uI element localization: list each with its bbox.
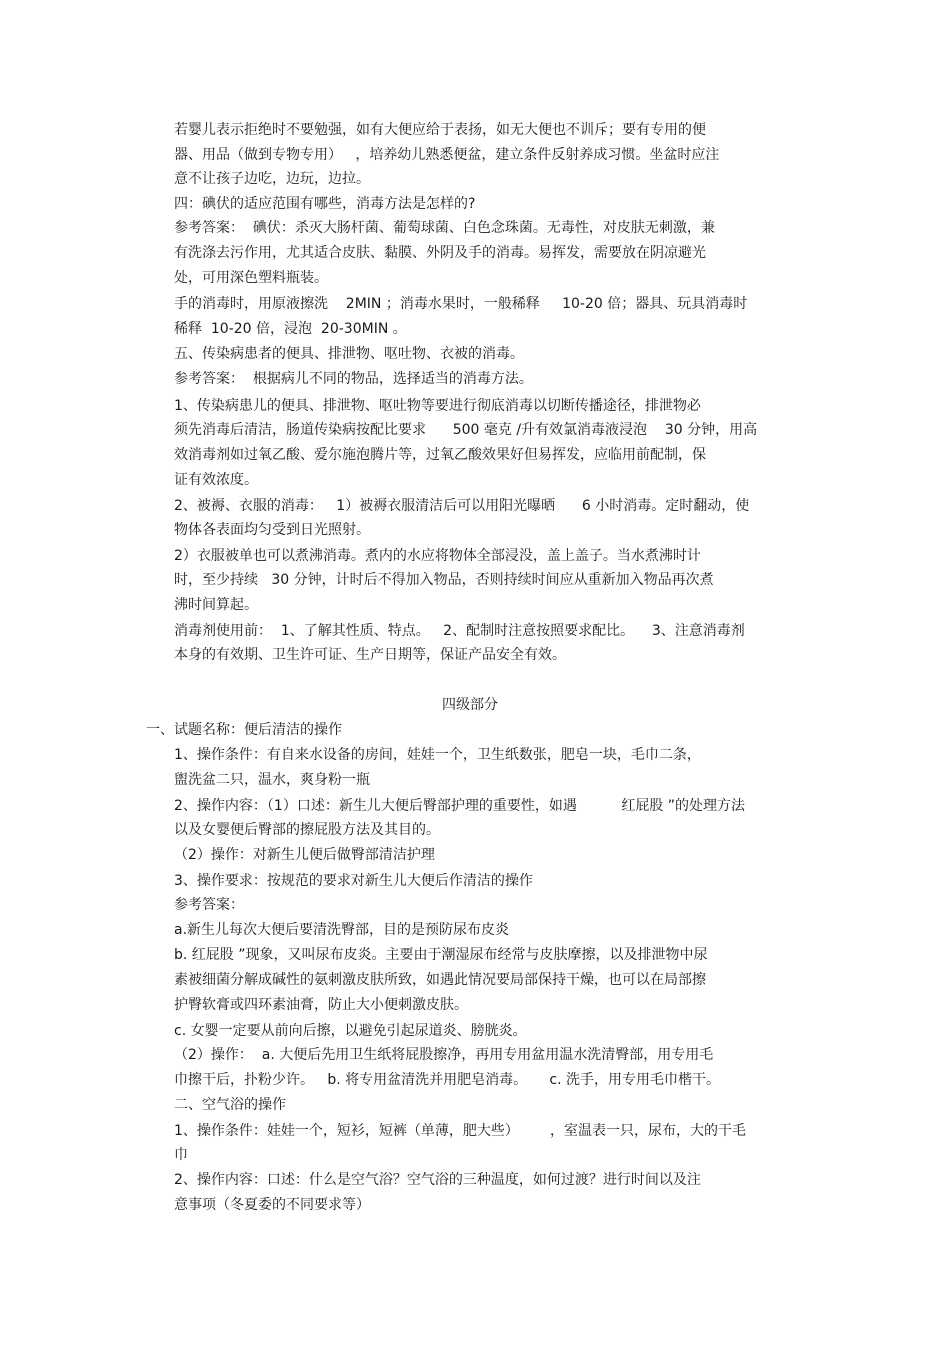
text-line: 1、操作条件：有自来水设备的房间，娃娃一个，卫生纸数张，肥皂一块，毛巾二条， [174, 747, 701, 763]
text-line: 时，至少持续 30 分钟，计时后不得加入物品，否则持续时间应从重新加入物品再次煮 [174, 572, 714, 588]
text-line: 巾擦干后，扑粉少许。 b. 将专用盆清洗并用肥皂消毒。 c. 洗手，用专用毛巾楷干。 [174, 1072, 720, 1088]
text-line: 1、传染病患儿的便具、排泄物、呕吐物等要进行彻底消毒以切断传播途径，排泄物必 [174, 398, 701, 414]
text-line: 器、用品（做到专物专用） ，培养幼儿熟悉便盆，建立条件反射养成习惯。坐盆时应注 [174, 147, 720, 163]
question-heading: 四：碘伏的适应范围有哪些，消毒方法是怎样的? [174, 196, 476, 212]
text-line: 意事项（冬夏委的不同要求等） [174, 1197, 370, 1213]
text-line: 2、操作内容：口述：什么是空气浴？空气浴的三种温度，如何过渡？进行时间以及注 [174, 1172, 701, 1188]
text-line: 2、被褥、衣服的消毒： 1）被褥衣服清洁后可以用阳光曝晒 6 小时消毒。定时翻动，使 [174, 498, 750, 514]
text-line: 证有效浓度。 [174, 472, 258, 488]
text-line: 沸时间算起。 [174, 597, 258, 613]
text-line: 2、操作内容：（1）口述：新生儿大便后臀部护理的重要性，如遇 红屁股 ”的处理方法 [174, 798, 746, 814]
text-line: 稀释 10-20 倍，浸泡 20-30MIN 。 [174, 321, 407, 337]
question-heading: 五、传染病患者的便具、排泄物、呕吐物、衣被的消毒。 [174, 346, 524, 362]
text-line: 3、操作要求：按规范的要求对新生儿大便后作清洁的操作 [174, 873, 533, 889]
text-line: 有洗涤去污作用，尤其适合皮肤、黏膜、外阴及手的消毒。易挥发，需要放在阴凉避光 [174, 245, 706, 261]
text-line: 意不让孩子边吃，边玩，边拉。 [174, 171, 370, 187]
text-line: 素被细菌分解成碱性的氨刺激皮肤所致，如遇此情况要局部保持干燥，也可以在局部擦 [174, 972, 706, 988]
text-line: 须先消毒后清洁，肠道传染病按配比要求 500 毫克 /升有效氯消毒液浸泡 30 分钟，用高 [174, 422, 758, 438]
text-line: 参考答案： 根据病儿不同的物品，选择适当的消毒方法。 [174, 371, 533, 387]
section-heading: 四级部分 [442, 697, 498, 713]
text-line: 手的消毒时，用原液擦洗 2MIN ；消毒水果时，一般稀释 10-20 倍；器具、玩具消毒时 [174, 296, 748, 312]
text-line: 参考答案： [174, 897, 244, 913]
text-line: （2）操作： a. 大便后先用卫生纸将屁股擦净，再用专用盆用温水洗清臀部，用专用毛 [174, 1047, 714, 1063]
text-line: 参考答案： 碘伏：杀灭大肠杆菌、葡萄球菌、白色念珠菌。无毒性，对皮肤无刺激，兼 [174, 220, 715, 236]
text-line: 巾 [174, 1147, 188, 1163]
text-line: b. 红屁股 ”现象，又叫尿布皮炎。主要由于潮湿尿布经常与皮肤摩擦，以及排泄物中尿 [174, 947, 708, 963]
text-line: （2）操作：对新生儿便后做臀部清洁护理 [174, 847, 435, 863]
text-line: 若婴儿表示拒绝时不要勉强，如有大便应给于表扬，如无大便也不训斥；要有专用的便 [174, 122, 706, 138]
text-line: 护臀软膏或四环素油膏，防止大小便刺激皮肤。 [174, 997, 468, 1013]
text-line: 1、操作条件：娃娃一个，短衫，短裤（单薄，肥大些） ，室温表一只，尿布，大的干毛 [174, 1123, 747, 1139]
text-line: a.新生儿每次大便后要清洗臀部，目的是预防尿布皮炎 [174, 922, 510, 938]
text-line: 处，可用深色塑料瓶装。 [174, 270, 328, 286]
text-line: 2）衣服被单也可以煮沸消毒。煮内的水应将物体全部浸没，盖上盖子。当水煮沸时计 [174, 548, 701, 564]
item-title: 二、空气浴的操作 [174, 1097, 286, 1113]
text-line: 本身的有效期、卫生许可证、生产日期等，保证产品安全有效。 [174, 647, 566, 663]
text-line: 物体各表面均匀受到日光照射。 [174, 522, 370, 538]
text-line: 盥洗盆二只，温水，爽身粉一瓶 [174, 772, 370, 788]
item-title: 一、试题名称：便后清洁的操作 [146, 722, 342, 738]
text-line: 消毒剂使用前： 1、了解其性质、特点。 2、配制时注意按照要求配比。 3、注意消毒剂 [174, 623, 745, 639]
text-line: 以及女婴便后臀部的擦屁股方法及其目的。 [174, 822, 440, 838]
text-line: c. 女婴一定要从前向后擦，以避免引起尿道炎、膀胱炎。 [174, 1023, 527, 1039]
text-line: 效消毒剂如过氧乙酸、爱尔施泡腾片等，过氧乙酸效果好但易挥发，应临用前配制，保 [174, 447, 706, 463]
